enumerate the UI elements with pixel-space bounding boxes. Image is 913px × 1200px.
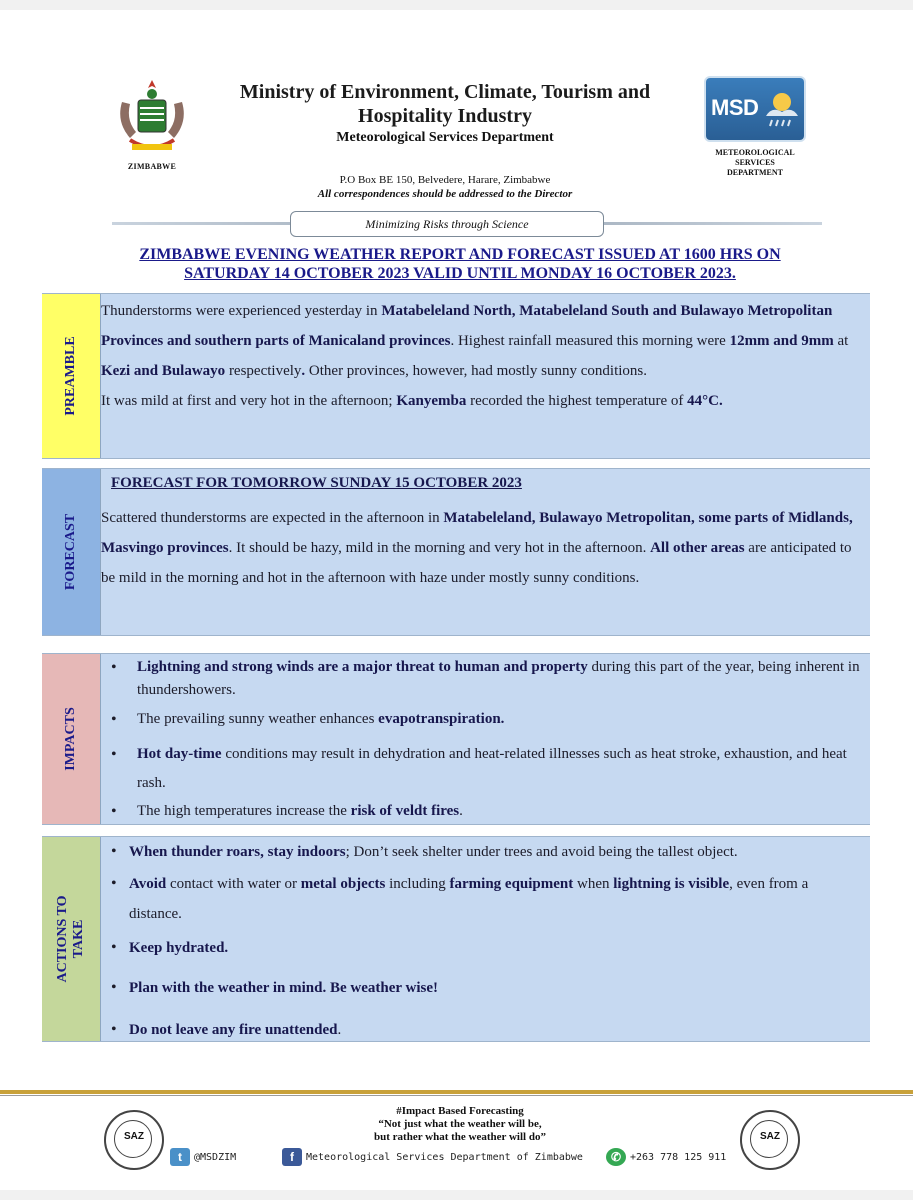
impacts-list: [101, 656, 864, 823]
twitter-handle: @MSDZIM: [194, 1151, 237, 1163]
report-title-line-1: ZIMBABWE EVENING WEATHER REPORT AND FORECAST ISSUED AT 1600 HRS ON: [139, 246, 781, 263]
weather-sun-cloud-icon: [762, 86, 802, 132]
text-run-bold: 44°C.: [687, 393, 723, 409]
text-run: .: [459, 803, 463, 819]
actions-section: [42, 836, 870, 1042]
forecast-tab: [42, 469, 101, 635]
impacts-label: IMPACTS: [63, 707, 78, 771]
facebook-contact[interactable]: [282, 1148, 583, 1166]
text-run-bold: risk of veldt fires: [350, 803, 460, 819]
text-run: It was mild at first and very hot in the afternoon;: [101, 393, 397, 409]
actions-label: [55, 895, 87, 982]
actions-list: [101, 839, 864, 1043]
report-title-line-2: SATURDAY 14 OCTOBER 2023 VALID UNTIL MONDAY 16 OCTOBER 2023.: [184, 265, 736, 282]
ministry-name: [210, 80, 680, 128]
preamble-paragraph-1: [101, 296, 864, 386]
text-run-bold: lightning is visible: [613, 876, 730, 892]
page: [0, 10, 913, 1190]
saz-certification-seal-icon: [104, 1110, 164, 1170]
impact-item: [101, 800, 864, 823]
seal-text: SAZ: [124, 1131, 144, 1142]
text-run: Scattered thunderstorms are expected in the afternoon in: [101, 510, 444, 526]
actions-label-line-2: TAKE: [71, 919, 86, 959]
facebook-page: Meteorological Services Department of Zimbabwe: [306, 1151, 583, 1163]
text-run: at: [833, 333, 849, 349]
footer-slogan: [250, 1105, 670, 1144]
action-item: [101, 869, 864, 929]
whatsapp-number: +263 778 125 911: [630, 1151, 727, 1163]
text-run-bold: Matabeleland North, Matabeleland South and Bulawayo Metropolitan Provinces and southern parts of Manicaland provinces: [101, 303, 833, 349]
text-run: ; Don’t seek shelter under trees and avoid being the tallest object.: [345, 844, 738, 860]
postal-address: P.O Box BE 150, Belvedere, Harare, Zimbabwe: [339, 174, 551, 186]
preamble-content: [101, 296, 864, 416]
whatsapp-icon: ✆: [606, 1148, 626, 1166]
text-run-bold: .: [301, 363, 306, 379]
impact-item: [101, 656, 864, 702]
action-item: [101, 839, 864, 865]
impact-item: [101, 740, 864, 798]
hashtag: #Impact Based Forecasting: [396, 1105, 524, 1117]
forecast-label: FORECAST: [63, 513, 78, 591]
footer-divider: [0, 1090, 913, 1094]
quote-line-2: but rather what the weather will do”: [374, 1131, 546, 1143]
seal-text: SAZ: [760, 1131, 780, 1142]
forecast-heading: FORECAST FOR TOMORROW SUNDAY 15 OCTOBER 2023: [111, 475, 522, 491]
text-run-bold: Lightning and strong winds are a major threat to human and property: [137, 659, 588, 675]
text-run-bold: evapotranspiration.: [378, 711, 505, 727]
preamble-label: PREAMBLE: [63, 336, 78, 416]
text-run: . It should be hazy, mild in the morning and very hot in the afternoon.: [228, 540, 651, 556]
actions-label-line-1: ACTIONS TO: [55, 895, 70, 983]
department-name: Meteorological Services Department: [336, 130, 554, 145]
text-run: Thunderstorms were experienced yesterday in: [101, 303, 382, 319]
msd-caption-line-1: METEOROLOGICAL: [715, 148, 795, 157]
msd-caption-line-2: SERVICES: [735, 158, 775, 167]
actions-content: [101, 839, 864, 1043]
text-run: The high temperatures increase the: [137, 803, 351, 819]
text-run-bold: Hot day-time: [137, 746, 222, 762]
text-run: The prevailing sunny weather enhances: [137, 711, 379, 727]
msd-caption: [700, 148, 810, 178]
text-run-bold: Kanyemba: [396, 393, 467, 409]
msd-caption-line-3: DEPARTMENT: [726, 168, 783, 177]
text-run: when: [573, 876, 614, 892]
motto: Minimizing Risks through Science: [290, 211, 604, 237]
msd-logo: [706, 78, 804, 140]
text-run-bold: 12mm and 9mm: [729, 333, 834, 349]
zimbabwe-coat-of-arms-icon: [112, 78, 192, 168]
text-run: recorded the highest temperature of: [466, 393, 688, 409]
text-run: .: [337, 1022, 342, 1038]
text-run-bold: Keep hydrated.: [129, 940, 229, 956]
impacts-section: [42, 653, 870, 825]
text-run: including: [385, 876, 450, 892]
twitter-contact[interactable]: [170, 1148, 236, 1166]
ministry-line-1: Ministry of Environment, Climate, Tourism and: [239, 81, 651, 103]
impact-item: [101, 708, 864, 731]
action-item: [101, 1017, 864, 1043]
preamble-section: [42, 293, 870, 459]
forecast-content: [101, 471, 864, 593]
text-run-bold: When thunder roars, stay indoors: [129, 844, 346, 860]
text-run-bold: Kezi and Bulawayo: [101, 363, 226, 379]
facebook-icon: f: [282, 1148, 302, 1166]
action-item: [101, 975, 864, 1001]
text-run-bold: farming equipment: [449, 876, 574, 892]
text-run: contact with water or: [166, 876, 301, 892]
text-run: conditions may result in dehydration and heat-related illnesses such as heat stroke, exhaustion, and heat rash.: [137, 746, 847, 791]
saz-certification-seal-icon: [740, 1110, 800, 1170]
text-run-bold: All other areas: [650, 540, 745, 556]
text-run: respectively: [225, 363, 302, 379]
forecast-paragraph: [101, 503, 864, 593]
quote-line-1: “Not just what the weather will be,: [378, 1118, 542, 1130]
report-title: [80, 245, 840, 283]
twitter-icon: t: [170, 1148, 190, 1166]
text-run: . Highest rainfall measured this morning were: [450, 333, 730, 349]
text-run-bold: Avoid: [129, 876, 167, 892]
action-item: [101, 935, 864, 961]
forecast-section: [42, 468, 870, 636]
text-run-bold: Plan with the weather in mind. Be weather wise!: [129, 980, 439, 996]
text-run: , even from a distance.: [129, 876, 809, 922]
preamble-paragraph-2: [101, 386, 864, 416]
impacts-tab: [42, 654, 101, 824]
correspondence-note: All correspondences should be addressed to the Director: [317, 188, 573, 200]
text-run: are anticipated to be mild in the morning and hot in the afternoon with haze under mostly sunny conditions.: [101, 540, 852, 586]
actions-tab: [42, 837, 101, 1041]
text-run: Other provinces, however, had mostly sunny conditions.: [305, 363, 647, 379]
ministry-line-2: Hospitality Industry: [358, 105, 532, 127]
preamble-tab: [42, 294, 101, 458]
text-run-bold: Matabeleland, Bulawayo Metropolitan, some parts of Midlands, Masvingo provinces: [101, 510, 853, 556]
footer-divider-thin: [0, 1095, 913, 1096]
text-run: during this part of the year, being inherent in thundershowers.: [137, 659, 860, 698]
whatsapp-contact[interactable]: [606, 1148, 726, 1166]
text-run-bold: Do not leave any fire unattended: [129, 1022, 338, 1038]
text-run-bold: metal objects: [300, 876, 386, 892]
crest-caption: ZIMBABWE: [127, 162, 177, 171]
msd-logo-text: MSD: [711, 95, 759, 120]
impacts-content: [101, 656, 864, 823]
